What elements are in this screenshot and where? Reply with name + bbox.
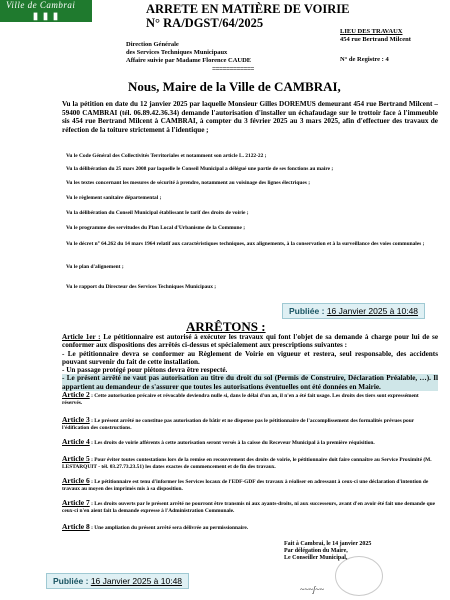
article-7 [62,500,438,514]
title-line-1: ARRETE EN MATIÈRE DE VOIRIE [146,2,350,16]
article-1-item: - Le pétitionnaire devra se conformer au Règlement de Voirie en vigueur et restera, seul responsable, des accidents pouvant survenir du fait de cette installation. [62,349,438,366]
published-date: 16 Janvier 2025 à 10:48 [326,306,419,316]
published-badge-bottom [46,573,189,589]
issuing-department [126,41,251,66]
article-1-label: Article 1er : [62,333,101,341]
article-text: : Pour éviter toutes contestations lors de la remise en recouvrement des droits de voirie, le pétitionnaire doit faire connaître au Service Proximité (M. LESTARQUIT - tél. 03.27.73.23.51) les dates exactes de commencement et de fin des travaux. [62,457,432,470]
article-text: : Le présent arrêté ne constitue pas autorisation de bâtir et ne dispense pas le pétitionnaire de l'accomplissement des formalités prévues pour l'édification des constructions. [62,418,415,431]
considerant: Vu le plan d'alignement ; [66,264,124,270]
published-label: Publiée : [53,576,89,586]
article-2 [62,392,438,406]
article-1-item: - Un passage protégé pour piétons devra être respecté. [62,366,228,375]
work-location-heading: LIEU DES TRAVAUX [340,28,403,35]
city-logo [0,0,92,22]
article-4 [62,439,438,447]
register-number: N° de Registre : 4 [340,56,389,63]
work-location-value: 454 rue Bertrand Milcent [340,36,411,43]
document-title [146,2,350,30]
article-text: : Les droits ouverts par le présent arrêté ne pourront être transmis ni aux ayants-droits, ni aux successeurs, avant d'en avoir été fait une demande que ceux-ci n'en aient fait la demande expresse à l'Administration Communale. [62,501,436,514]
petition-paragraph: Vu la pétition en date du 12 janvier 2025 par laquelle Monsieur Gilles DOREMUS demeurant 454 rue Bertrand Milcent – 59400 CAMBRAI (tél. 06.89.42.36.34) demande l'autorisation d'installer un échafaudage sur le trottoir face à l'immeuble sis 454 rue Bertrand Milcent à CAMBRAI, à compter du 3 février 2025 au 3 mars 2025, afin d'effectuer des travaux de réfection de la toiture strictement à l'identique ; [62,100,438,134]
article-text: : Une ampliation du présent arrêté sera délivrée au permissionnaire. [91,525,249,531]
considerant: Vu le rapport du Directeur des Services Techniques Municipaux ; [66,284,217,290]
considerant: Vu les textes concernant les mesures de sécurité à prendre, notamment au voisinage des lignes électriques ; [66,180,310,186]
considerant: Vu la délibération du Conseil Municipal établissant le tarif des droits de voirie ; [66,210,249,216]
article-label: Article 6 [62,476,90,485]
article-label: Article 5 [62,454,90,463]
considerant: Vu la délibération du 25 mars 2008 par laquelle le Conseil Municipal a délégué une partie de ses fonctions au maire ; [66,166,334,172]
article-text: : Cette autorisation précaire et révocable deviendra nulle si, dans le délai d'un an, il n'en a été fait usage. Les droits des tiers sont expressément réservés. [62,393,419,406]
article-3 [62,417,438,431]
considerant: Vu le programme des servitudes du Plan Local d'Urbanisme de la Commune ; [66,225,246,231]
logo-emblem-icon: ▮ ▮ ▮ [32,11,60,22]
article-text: : Les droits de voirie afférents à cette autorisation seront versés à la caisse du Receveur Municipal à la première réquisition. [91,440,375,446]
published-date: 16 Janvier 2025 à 10:48 [90,576,183,586]
article-label: Article 2 [62,390,90,399]
published-label: Publiée : [289,306,325,316]
considerant: Vu le règlement sanitaire départemental ; [66,195,162,201]
department-line: Direction Générale [126,41,179,48]
article-6 [62,478,438,492]
article-label: Article 7 [62,498,90,507]
considerant: Vu le Code Général des Collectivités Territoriales et notamment son article L. 2122-22 ; [66,153,267,159]
mayor-heading: Nous, Maire de la Ville de CAMBRAI, [128,79,341,94]
department-line: Affaire suivie par Madame Florence CAUDE [126,57,252,65]
handwritten-signature-icon: ~~~ʃ~~ [300,585,324,594]
article-1-text: Le pétitionnaire est autorisé à exécuter les travaux qui font l'objet de sa demande à charge pour lui de se conformer aux dispositions des arrêtés ci-dessus et spécialement aux prescriptions suivantes : [62,333,439,350]
article-text: : Le pétitionnaire est tenu d'informer les Services locaux de l'EDF-GDF des travaux à réaliser en adressant à ceux-ci une déclaration d'intention de travaux au moyen des imprimés mis à sa disposition. [62,479,429,492]
signature-line: Le Conseiller Municipal, [284,555,348,561]
article-8 [62,524,438,532]
published-badge-top [282,303,425,319]
department-line: des Services Techniques Municipaux [126,49,228,57]
arretons-heading: ARRÊTONS : [186,319,266,334]
article-5 [62,456,438,470]
work-location [340,28,411,44]
signature-line: Par délégation du Maire, [284,548,348,554]
separator: ============ [212,65,254,73]
article-1 [62,333,438,391]
article-label: Article 4 [62,437,90,446]
signature-line: Fait à Cambrai, le 14 janvier 2025 [284,541,372,547]
logo-text: Ville de Cambrai [6,0,76,10]
article-1-highlighted-item: - Le présent arrêté ne vaut pas autorisation au titre du droit du sol (Permis de Construire, Déclaration Préalable, …). Il appartient au demandeur de s'assurer que toutes les autorisations éventuelles ont été données en Mairie. [62,374,438,391]
article-label: Article 3 [62,415,90,424]
official-stamp-icon [335,556,383,596]
article-label: Article 8 [62,522,90,531]
title-line-2: N° RA/DGST/64/2025 [146,16,264,30]
considerant: Vu le décret n° 64.262 du 14 mars 1964 relatif aux caractéristiques techniques, aux alignements, à la conservation et à la surveillance des voies communales ; [66,241,425,247]
